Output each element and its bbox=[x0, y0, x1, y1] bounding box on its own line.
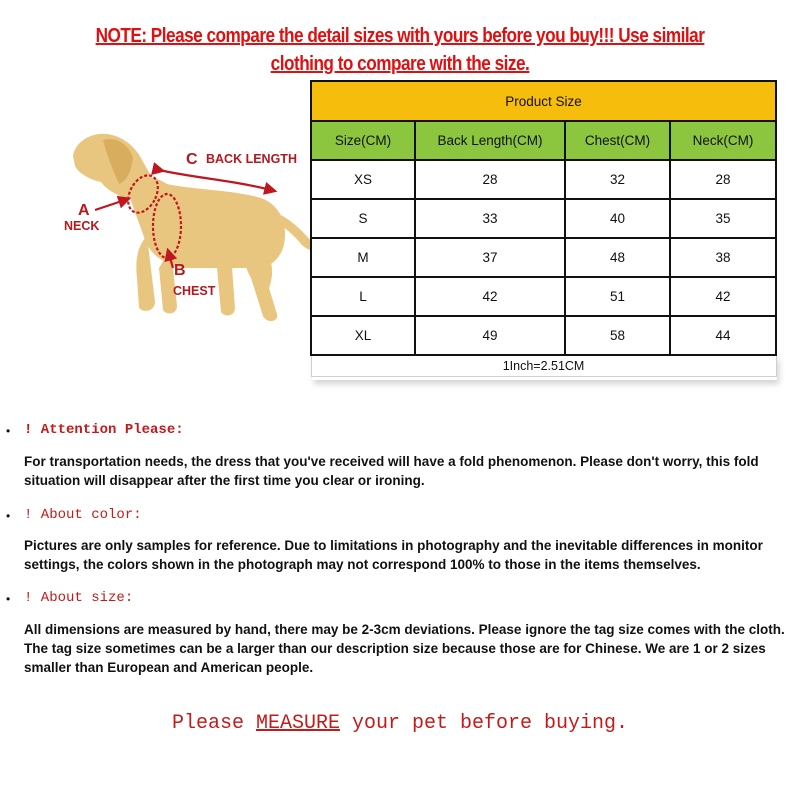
bullet-icon: • bbox=[6, 592, 11, 606]
cell-neck: 38 bbox=[670, 238, 776, 277]
size-text: All dimensions are measured by hand, there may be 2-3cm deviations. Please ignore the tag size comes with the cloth. The tag size sometimes can be a larger than our description size because those are for Chinese. We are 1 or 2 sizes smaller than European and American people. bbox=[24, 622, 785, 675]
cell-size: XL bbox=[311, 316, 415, 355]
header-chest: Chest(CM) bbox=[565, 121, 670, 160]
table-title: Product Size bbox=[311, 81, 776, 121]
size-heading: ! About size: bbox=[24, 590, 134, 606]
cell-size: S bbox=[311, 199, 415, 238]
dog-illustration bbox=[55, 118, 320, 333]
color-text: Pictures are only samples for reference. Due to limitations in photography and the inevitable differences in monitor settings, the colors shown in the photograph may not correspond 100% to those in the items themselves. bbox=[24, 538, 763, 572]
cell-size: L bbox=[311, 277, 415, 316]
size-chart-table bbox=[310, 80, 777, 377]
size-notice: NOTE: Please compare the detail sizes with yours before you buy!!! Use similar clothing to compare with the size. bbox=[95, 25, 705, 75]
reminder-emphasis: MEASURE bbox=[255, 712, 340, 735]
cell-back-length: 37 bbox=[415, 238, 565, 277]
cell-chest: 48 bbox=[565, 238, 670, 277]
cell-back-length: 49 bbox=[415, 316, 565, 355]
cell-back-length: 33 bbox=[415, 199, 565, 238]
table-header-row bbox=[311, 121, 776, 160]
cell-back-length: 28 bbox=[415, 160, 565, 199]
attention-heading: ! Attention Please: bbox=[24, 422, 184, 438]
reminder-after: your pet before buying. bbox=[339, 712, 629, 735]
header-back-length: Back Length(CM) bbox=[415, 121, 565, 160]
cell-neck: 35 bbox=[670, 199, 776, 238]
cell-size: XS bbox=[311, 160, 415, 199]
label-neck: NECK bbox=[64, 219, 100, 233]
label-a: A bbox=[78, 202, 90, 219]
table-row bbox=[311, 199, 776, 238]
cell-neck: 42 bbox=[670, 277, 776, 316]
cell-chest: 58 bbox=[565, 316, 670, 355]
header-neck: Neck(CM) bbox=[670, 121, 776, 160]
cell-back-length: 42 bbox=[415, 277, 565, 316]
table-row bbox=[311, 160, 776, 199]
cell-chest: 32 bbox=[565, 160, 670, 199]
label-b: B bbox=[174, 262, 186, 279]
label-c: C bbox=[186, 151, 198, 168]
cell-size: M bbox=[311, 238, 415, 277]
cell-neck: 28 bbox=[670, 160, 776, 199]
dog-measurement-diagram bbox=[55, 118, 320, 333]
table-row bbox=[311, 316, 776, 355]
cell-neck: 44 bbox=[670, 316, 776, 355]
cell-chest: 40 bbox=[565, 199, 670, 238]
cell-chest: 51 bbox=[565, 277, 670, 316]
label-back-length: BACK LENGTH bbox=[206, 152, 297, 166]
attention-text: For transportation needs, the dress that you've received will have a fold phenomenon. Please don't worry, this fold situation will disappear after the first time you clear or ironing. bbox=[24, 454, 759, 488]
color-heading: ! About color: bbox=[24, 507, 142, 523]
bullet-icon: • bbox=[6, 424, 11, 438]
unit-conversion-note: 1Inch=2.51CM bbox=[311, 355, 776, 377]
table-row bbox=[311, 277, 776, 316]
measure-reminder bbox=[0, 712, 800, 735]
reminder-before: Please bbox=[171, 712, 256, 735]
table-row bbox=[311, 238, 776, 277]
bullet-icon: • bbox=[6, 509, 11, 523]
header-size: Size(CM) bbox=[311, 121, 415, 160]
label-chest: CHEST bbox=[173, 284, 216, 298]
